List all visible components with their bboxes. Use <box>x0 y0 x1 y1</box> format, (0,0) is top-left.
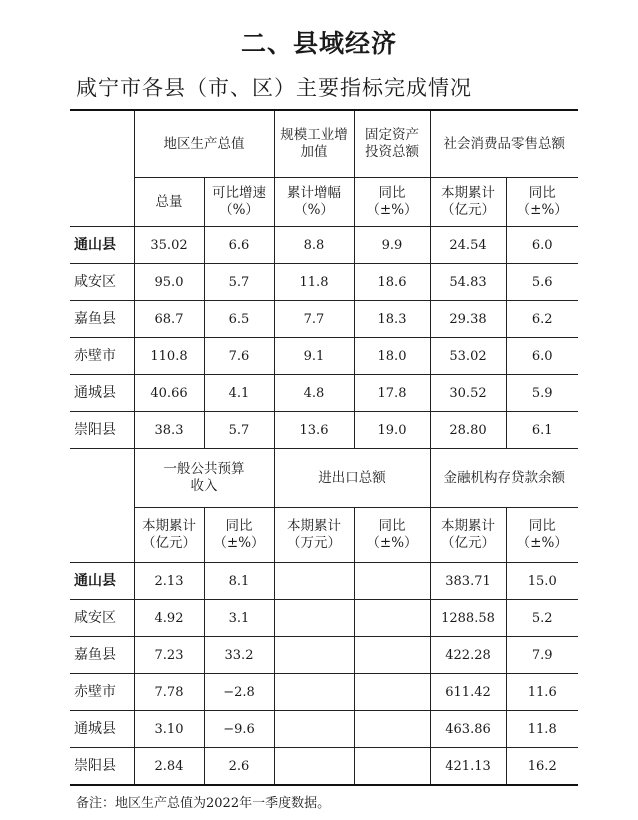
cell-trade-yoy <box>354 674 430 711</box>
header-budget: 一般公共预算 收入 <box>134 449 274 508</box>
cell-budget: 4.92 <box>134 600 204 637</box>
cell-finance: 463.86 <box>430 711 506 748</box>
cell-gdp-growth: 7.6 <box>204 338 274 375</box>
cell-retail: 54.83 <box>430 264 506 301</box>
table-row <box>70 748 578 786</box>
cell-gdp-growth: 6.6 <box>204 227 274 264</box>
cell-finance: 421.13 <box>430 748 506 786</box>
cell-retail: 28.80 <box>430 412 506 449</box>
cell-retail-yoy: 6.0 <box>506 227 578 264</box>
indicator-table <box>70 109 578 786</box>
header-trade: 进出口总额 <box>274 449 430 508</box>
header-trade-cum: 本期累计 （万元） <box>274 508 354 563</box>
cell-retail: 24.54 <box>430 227 506 264</box>
row-name: 咸安区 <box>70 264 134 301</box>
cell-budget-yoy: 8.1 <box>204 563 274 600</box>
cell-gdp-growth: 5.7 <box>204 264 274 301</box>
row-name: 通城县 <box>70 711 134 748</box>
header-retail: 社会消费品零售总额 <box>430 110 578 178</box>
cell-fixed: 18.6 <box>354 264 430 301</box>
cell-finance: 611.42 <box>430 674 506 711</box>
cell-finance-yoy: 11.8 <box>506 711 578 748</box>
cell-budget: 2.13 <box>134 563 204 600</box>
cell-trade-yoy <box>354 748 430 786</box>
row-name: 崇阳县 <box>70 748 134 786</box>
cell-trade <box>274 637 354 674</box>
row-name: 赤壁市 <box>70 338 134 375</box>
cell-gdp: 35.02 <box>134 227 204 264</box>
cell-trade <box>274 563 354 600</box>
row-name: 嘉鱼县 <box>70 301 134 338</box>
table-row <box>70 227 578 264</box>
cell-retail: 29.38 <box>430 301 506 338</box>
table-row <box>70 674 578 711</box>
header-row-1 <box>70 110 578 178</box>
cell-finance: 422.28 <box>430 637 506 674</box>
corner-cell-2 <box>70 449 134 563</box>
header-budget-cum: 本期累计 （亿元） <box>134 508 204 563</box>
row-name: 通山县 <box>70 227 134 264</box>
row-name: 赤壁市 <box>70 674 134 711</box>
cell-budget-yoy: 3.1 <box>204 600 274 637</box>
cell-budget: 2.84 <box>134 748 204 786</box>
table-row <box>70 637 578 674</box>
row-name: 咸安区 <box>70 600 134 637</box>
row-name: 崇阳县 <box>70 412 134 449</box>
table-row <box>70 338 578 375</box>
cell-budget-yoy: 2.6 <box>204 748 274 786</box>
cell-industry: 4.8 <box>274 375 354 412</box>
cell-fixed: 18.3 <box>354 301 430 338</box>
cell-industry: 13.6 <box>274 412 354 449</box>
header-budget-yoy: 同比 （±%） <box>204 508 274 563</box>
cell-retail-yoy: 6.1 <box>506 412 578 449</box>
cell-budget: 7.78 <box>134 674 204 711</box>
cell-retail-yoy: 5.9 <box>506 375 578 412</box>
cell-fixed: 18.0 <box>354 338 430 375</box>
table-row <box>70 301 578 338</box>
row-name: 通山县 <box>70 563 134 600</box>
cell-budget-yoy: 33.2 <box>204 637 274 674</box>
cell-gdp: 68.7 <box>134 301 204 338</box>
cell-trade-yoy <box>354 711 430 748</box>
cell-trade-yoy <box>354 637 430 674</box>
header-trade-yoy: 同比 （±%） <box>354 508 430 563</box>
table-row <box>70 563 578 600</box>
header-industry: 规模工业增 加值 <box>274 110 354 178</box>
cell-gdp: 40.66 <box>134 375 204 412</box>
cell-budget-yoy: −9.6 <box>204 711 274 748</box>
cell-retail-yoy: 6.0 <box>506 338 578 375</box>
cell-finance-yoy: 15.0 <box>506 563 578 600</box>
cell-retail-yoy: 6.2 <box>506 301 578 338</box>
cell-trade <box>274 748 354 786</box>
cell-budget: 3.10 <box>134 711 204 748</box>
cell-retail-yoy: 5.6 <box>506 264 578 301</box>
section-title: 二、县域经济 <box>240 29 397 58</box>
cell-retail: 30.52 <box>430 375 506 412</box>
cell-trade <box>274 674 354 711</box>
cell-finance-yoy: 5.2 <box>506 600 578 637</box>
row-name: 嘉鱼县 <box>70 637 134 674</box>
cell-gdp-growth: 5.7 <box>204 412 274 449</box>
header-comparable-growth: 可比增速 （%） <box>204 178 274 227</box>
cell-finance-yoy: 16.2 <box>506 748 578 786</box>
header-row-3 <box>70 449 578 508</box>
table-row <box>70 600 578 637</box>
cell-industry: 8.8 <box>274 227 354 264</box>
cell-budget: 7.23 <box>134 637 204 674</box>
cell-gdp: 38.3 <box>134 412 204 449</box>
cell-finance-yoy: 11.6 <box>506 674 578 711</box>
cell-trade <box>274 711 354 748</box>
table-title: 咸宁市各县（市、区）主要指标完成情况 <box>76 76 472 100</box>
cell-retail: 53.02 <box>430 338 506 375</box>
header-total: 总量 <box>134 178 204 227</box>
table-row <box>70 264 578 301</box>
table-row <box>70 375 578 412</box>
header-current-cum: 本期累计 （亿元） <box>430 178 506 227</box>
header-row-2 <box>70 178 578 227</box>
corner-cell <box>70 110 134 227</box>
cell-fixed: 9.9 <box>354 227 430 264</box>
cell-finance: 1288.58 <box>430 600 506 637</box>
cell-budget-yoy: −2.8 <box>204 674 274 711</box>
table-row <box>70 711 578 748</box>
header-finance: 金融机构存贷款余额 <box>430 449 578 508</box>
cell-gdp: 95.0 <box>134 264 204 301</box>
cell-finance: 383.71 <box>430 563 506 600</box>
cell-industry: 11.8 <box>274 264 354 301</box>
header-fixed-asset: 固定资产 投资总额 <box>354 110 430 178</box>
header-gdp: 地区生产总值 <box>134 110 274 178</box>
cell-industry: 7.7 <box>274 301 354 338</box>
cell-trade <box>274 600 354 637</box>
cell-gdp-growth: 4.1 <box>204 375 274 412</box>
header-yoy: 同比 （±%） <box>354 178 430 227</box>
cell-trade-yoy <box>354 600 430 637</box>
cell-trade-yoy <box>354 563 430 600</box>
footnote: 备注：地区生产总值为2022年一季度数据。 <box>76 796 331 811</box>
header-finance-cum: 本期累计 （亿元） <box>430 508 506 563</box>
cell-gdp: 110.8 <box>134 338 204 375</box>
cell-industry: 9.1 <box>274 338 354 375</box>
cell-gdp-growth: 6.5 <box>204 301 274 338</box>
table-row <box>70 412 578 449</box>
header-row-4 <box>70 508 578 563</box>
cell-fixed: 19.0 <box>354 412 430 449</box>
header-finance-yoy: 同比 （±%） <box>506 508 578 563</box>
header-yoy-2: 同比 （±%） <box>506 178 578 227</box>
cell-fixed: 17.8 <box>354 375 430 412</box>
cell-finance-yoy: 7.9 <box>506 637 578 674</box>
row-name: 通城县 <box>70 375 134 412</box>
header-cum-growth: 累计增幅 （%） <box>274 178 354 227</box>
